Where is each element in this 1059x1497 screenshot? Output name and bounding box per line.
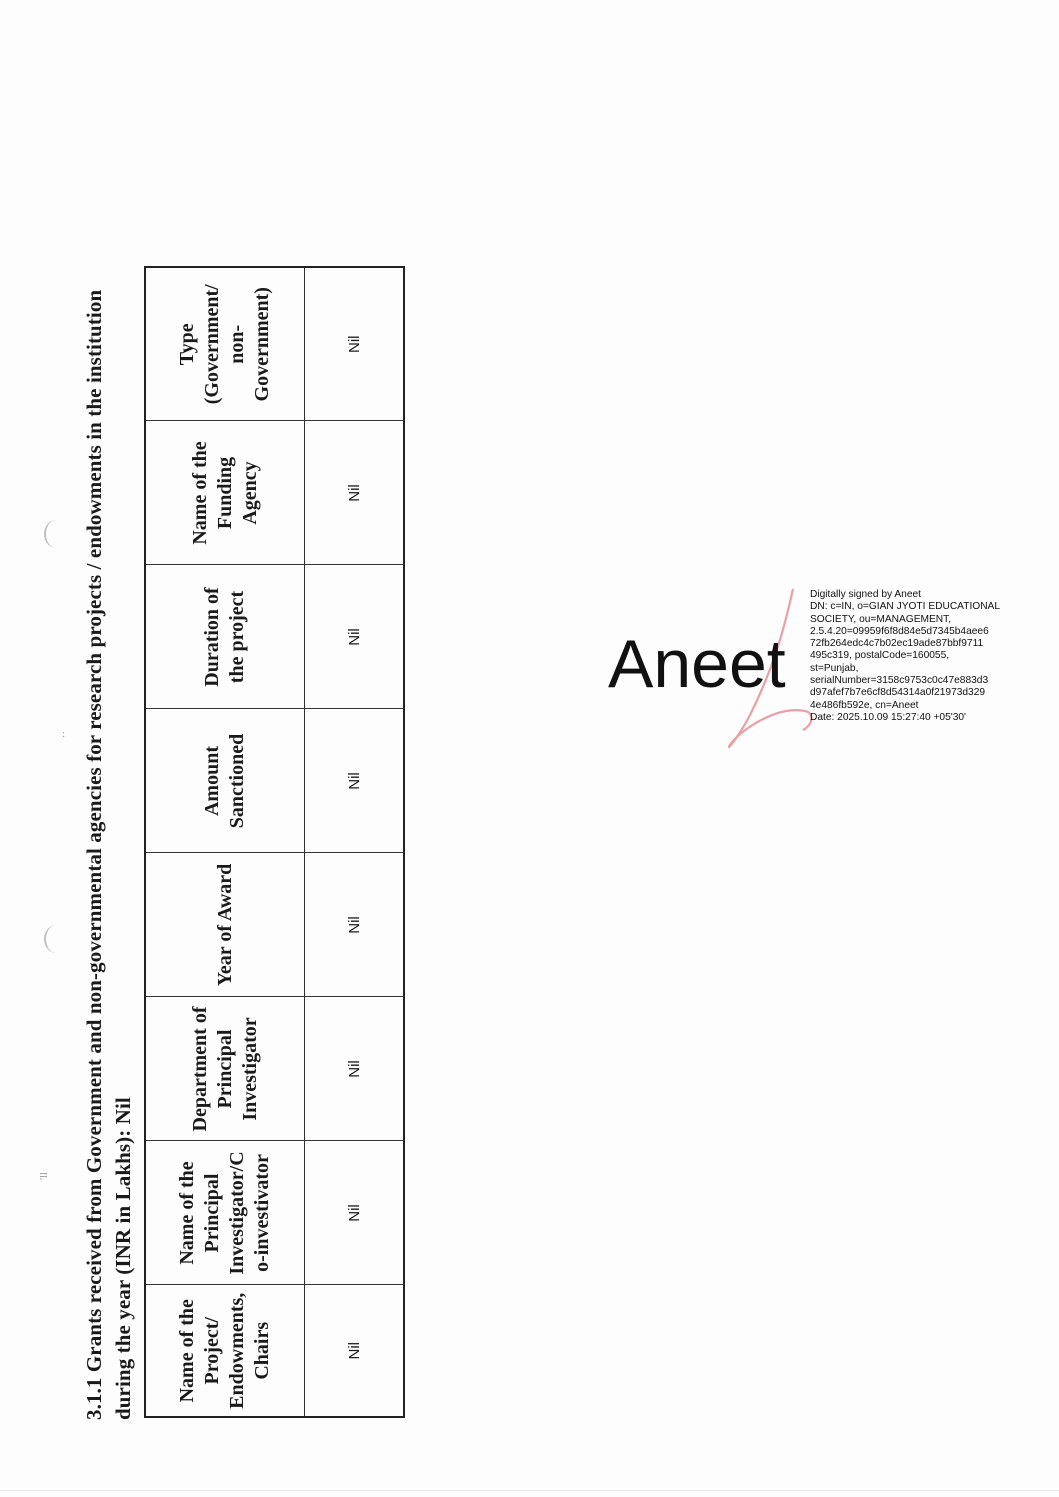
column-header-line: non- [226, 324, 248, 364]
table-cell: Nil [305, 267, 405, 421]
column-header-line: Name of the [176, 1299, 198, 1403]
table-cell: Nil [305, 709, 405, 853]
signature-detail-line: 495c319, postalCode=160055, [810, 650, 950, 662]
column-header-line: Amount [201, 746, 223, 817]
column-header [145, 565, 305, 709]
column-header-line: Name of the [188, 441, 211, 545]
signature-detail-line: 2.5.4.20=09959f6f8d84e5d7345b4aee6 [810, 625, 989, 637]
column-header [145, 1141, 305, 1285]
signature-detail-line: SOCIETY, ou=MANAGEMENT, [810, 613, 952, 625]
column-header [145, 709, 305, 853]
signature-detail-line: DN: c=IN, o=GIAN JYOTI EDUCATIONAL [810, 601, 1001, 613]
heading-line-2: during the year (INR in Lakhs): Nil [111, 1097, 135, 1420]
signature-detail-line: 72fb264edc4c7b02ec19ade87bbf9711 [810, 638, 984, 650]
column-header-line: Investigator [238, 1017, 261, 1121]
column-header [145, 997, 305, 1141]
punch-hole-bottom [44, 925, 68, 953]
column-header-line: Investigator/C [226, 1151, 248, 1275]
column-header-line: Funding [213, 456, 236, 530]
column-header-line: the project [226, 590, 248, 684]
column-header-line: (Government/ [201, 284, 223, 405]
rotated-content [80, 270, 410, 1420]
table-body [305, 267, 405, 1417]
scan-speck: : [62, 728, 66, 740]
table-cell: Nil [305, 421, 405, 565]
table-cell: Nil [305, 1285, 405, 1417]
scan-speck: 'll [38, 1171, 51, 1181]
table-cell: Nil [305, 997, 405, 1141]
punch-hole-top [44, 520, 68, 548]
table-header-row [145, 267, 305, 1417]
column-header-line: Government) [251, 287, 273, 402]
signature-detail-line: serialNumber=3158c9753c0c47e883d3 [810, 675, 989, 687]
table-row [305, 267, 405, 1417]
column-header [145, 853, 305, 997]
table-cell: Nil [305, 1141, 405, 1285]
column-header-line: Type [176, 323, 198, 366]
table-cell: Nil [305, 853, 405, 997]
column-header-line: Department of [188, 1006, 211, 1132]
heading-line-1: 3.1.1 Grants received from Government and non-governmental agencies for research projects / endowments in the institution [82, 289, 106, 1420]
page-edge [0, 1490, 1059, 1491]
signature-detail-line: Date: 2025.10.09 15:27:40 +05'30' [810, 711, 966, 723]
column-header-line: Project/ [201, 1317, 223, 1385]
column-header-line: Name of the [176, 1161, 198, 1265]
column-header [145, 421, 305, 565]
signature-detail-line: st=Punjab, [810, 662, 859, 674]
column-header-line: Year of Award [213, 863, 236, 987]
column-header [145, 267, 305, 421]
column-header-line: Agency [238, 461, 261, 525]
column-header-line: o-investivator [251, 1154, 273, 1272]
column-header-line: Principal [213, 1029, 236, 1109]
signature-detail-line: 4e486fb592e, cn=Aneet [810, 699, 919, 711]
signature-detail-line: d97afef7b7e6cf8d54314a0f21973d329 [810, 687, 986, 699]
column-header-line: Principal [201, 1173, 223, 1253]
column-header-line: Duration of [201, 587, 223, 687]
grants-table [144, 266, 405, 1418]
column-header-line: Endowments, [226, 1292, 248, 1409]
column-header-line: Chairs [251, 1321, 273, 1380]
column-header [145, 1285, 305, 1417]
column-header-line: Sanctioned [226, 733, 248, 829]
table-cell: Nil [305, 565, 405, 709]
signature-name: Aneet [608, 626, 786, 702]
signature-detail-line: Digitally signed by Aneet [810, 589, 921, 600]
signature-details [810, 589, 1040, 724]
section-heading [80, 270, 138, 1420]
